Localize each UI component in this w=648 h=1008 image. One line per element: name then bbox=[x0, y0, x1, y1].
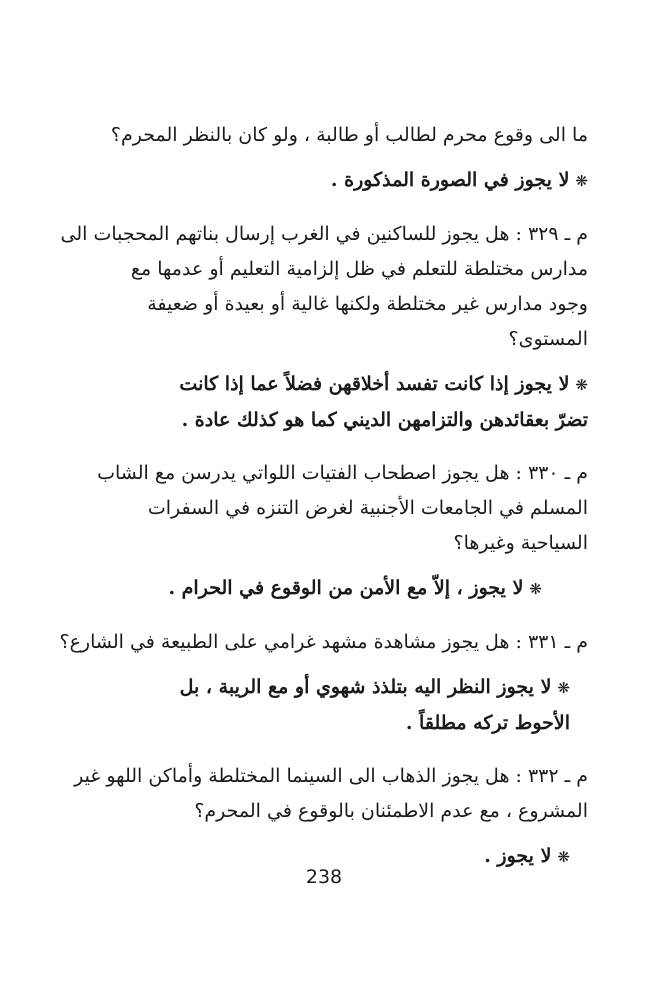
star-icon: ❋ bbox=[529, 580, 542, 598]
question-block bbox=[58, 625, 588, 660]
answer-line: تضرّ بعقائدهن والتزامهن الديني كما هو كذلك عادة . bbox=[181, 409, 588, 431]
question-line: المسلم في الجامعات الأجنبية لغرض التنزه في السفرات bbox=[147, 497, 588, 519]
question-line: م ـ ٣٣٠ : هل يجوز اصطحاب الفتيات اللواتي يدرسن مع الشاب bbox=[97, 462, 588, 484]
answer-line: لا يجوز . bbox=[484, 845, 552, 867]
question-line: م ـ ٣٣١ : هل يجوز مشاهدة مشهد غرامي على الطبيعة في الشارع؟ bbox=[59, 631, 588, 653]
answer-block bbox=[58, 670, 588, 741]
answer-line: لا يجوز ، إلاّ مع الأمن من الوقوع في الحرام . bbox=[168, 577, 524, 599]
question-block bbox=[58, 217, 588, 357]
answer-block bbox=[58, 367, 588, 438]
question-line: مدارس مختلطة للتعلم في ظل إلزامية التعليم أو عدمها مع bbox=[130, 258, 588, 280]
answer-line: لا يجوز في الصورة المذكورة . bbox=[330, 169, 570, 191]
page-number: 238 bbox=[305, 866, 343, 888]
question-line: المشروع ، مع عدم الاطمئنان بالوقوع في المحرم؟ bbox=[194, 800, 588, 822]
question-line: ما الى وقوع محرم لطالب أو طالبة ، ولو كان بالنظر المحرم؟ bbox=[110, 124, 588, 146]
question-line: السياحية وغيرها؟ bbox=[453, 532, 588, 554]
answer-line: لا يجوز النظر اليه بتلذذ شهوي أو مع الريبة ، بل bbox=[179, 676, 552, 698]
question-block bbox=[58, 456, 588, 561]
star-icon: ❋ bbox=[575, 172, 588, 190]
star-icon: ❋ bbox=[557, 848, 570, 866]
answer-block bbox=[58, 571, 588, 607]
question-line: م ـ ٣٢٩ : هل يجوز للساكنين في الغرب إرسال بناتهم المحجبات الى bbox=[60, 223, 588, 245]
question-line: المستوى؟ bbox=[508, 328, 588, 350]
answer-line: الأحوط تركه مطلقاً . bbox=[405, 712, 570, 734]
answer-line: لا يجوز إذا كانت تفسد أخلاقهن فضلاً عما إذا كانت bbox=[179, 373, 570, 395]
star-icon: ❋ bbox=[557, 679, 570, 697]
question-block bbox=[58, 759, 588, 829]
page-body bbox=[58, 118, 588, 893]
question-block bbox=[58, 118, 588, 153]
star-icon: ❋ bbox=[575, 376, 588, 394]
question-line: م ـ ٣٣٢ : هل يجوز الذهاب الى السينما المختلطة وأماكن اللهو غير bbox=[74, 765, 588, 787]
answer-block bbox=[58, 163, 588, 199]
question-line: وجود مدارس غير مختلطة ولكنها غالية أو بعيدة أو ضعيفة bbox=[147, 293, 588, 315]
